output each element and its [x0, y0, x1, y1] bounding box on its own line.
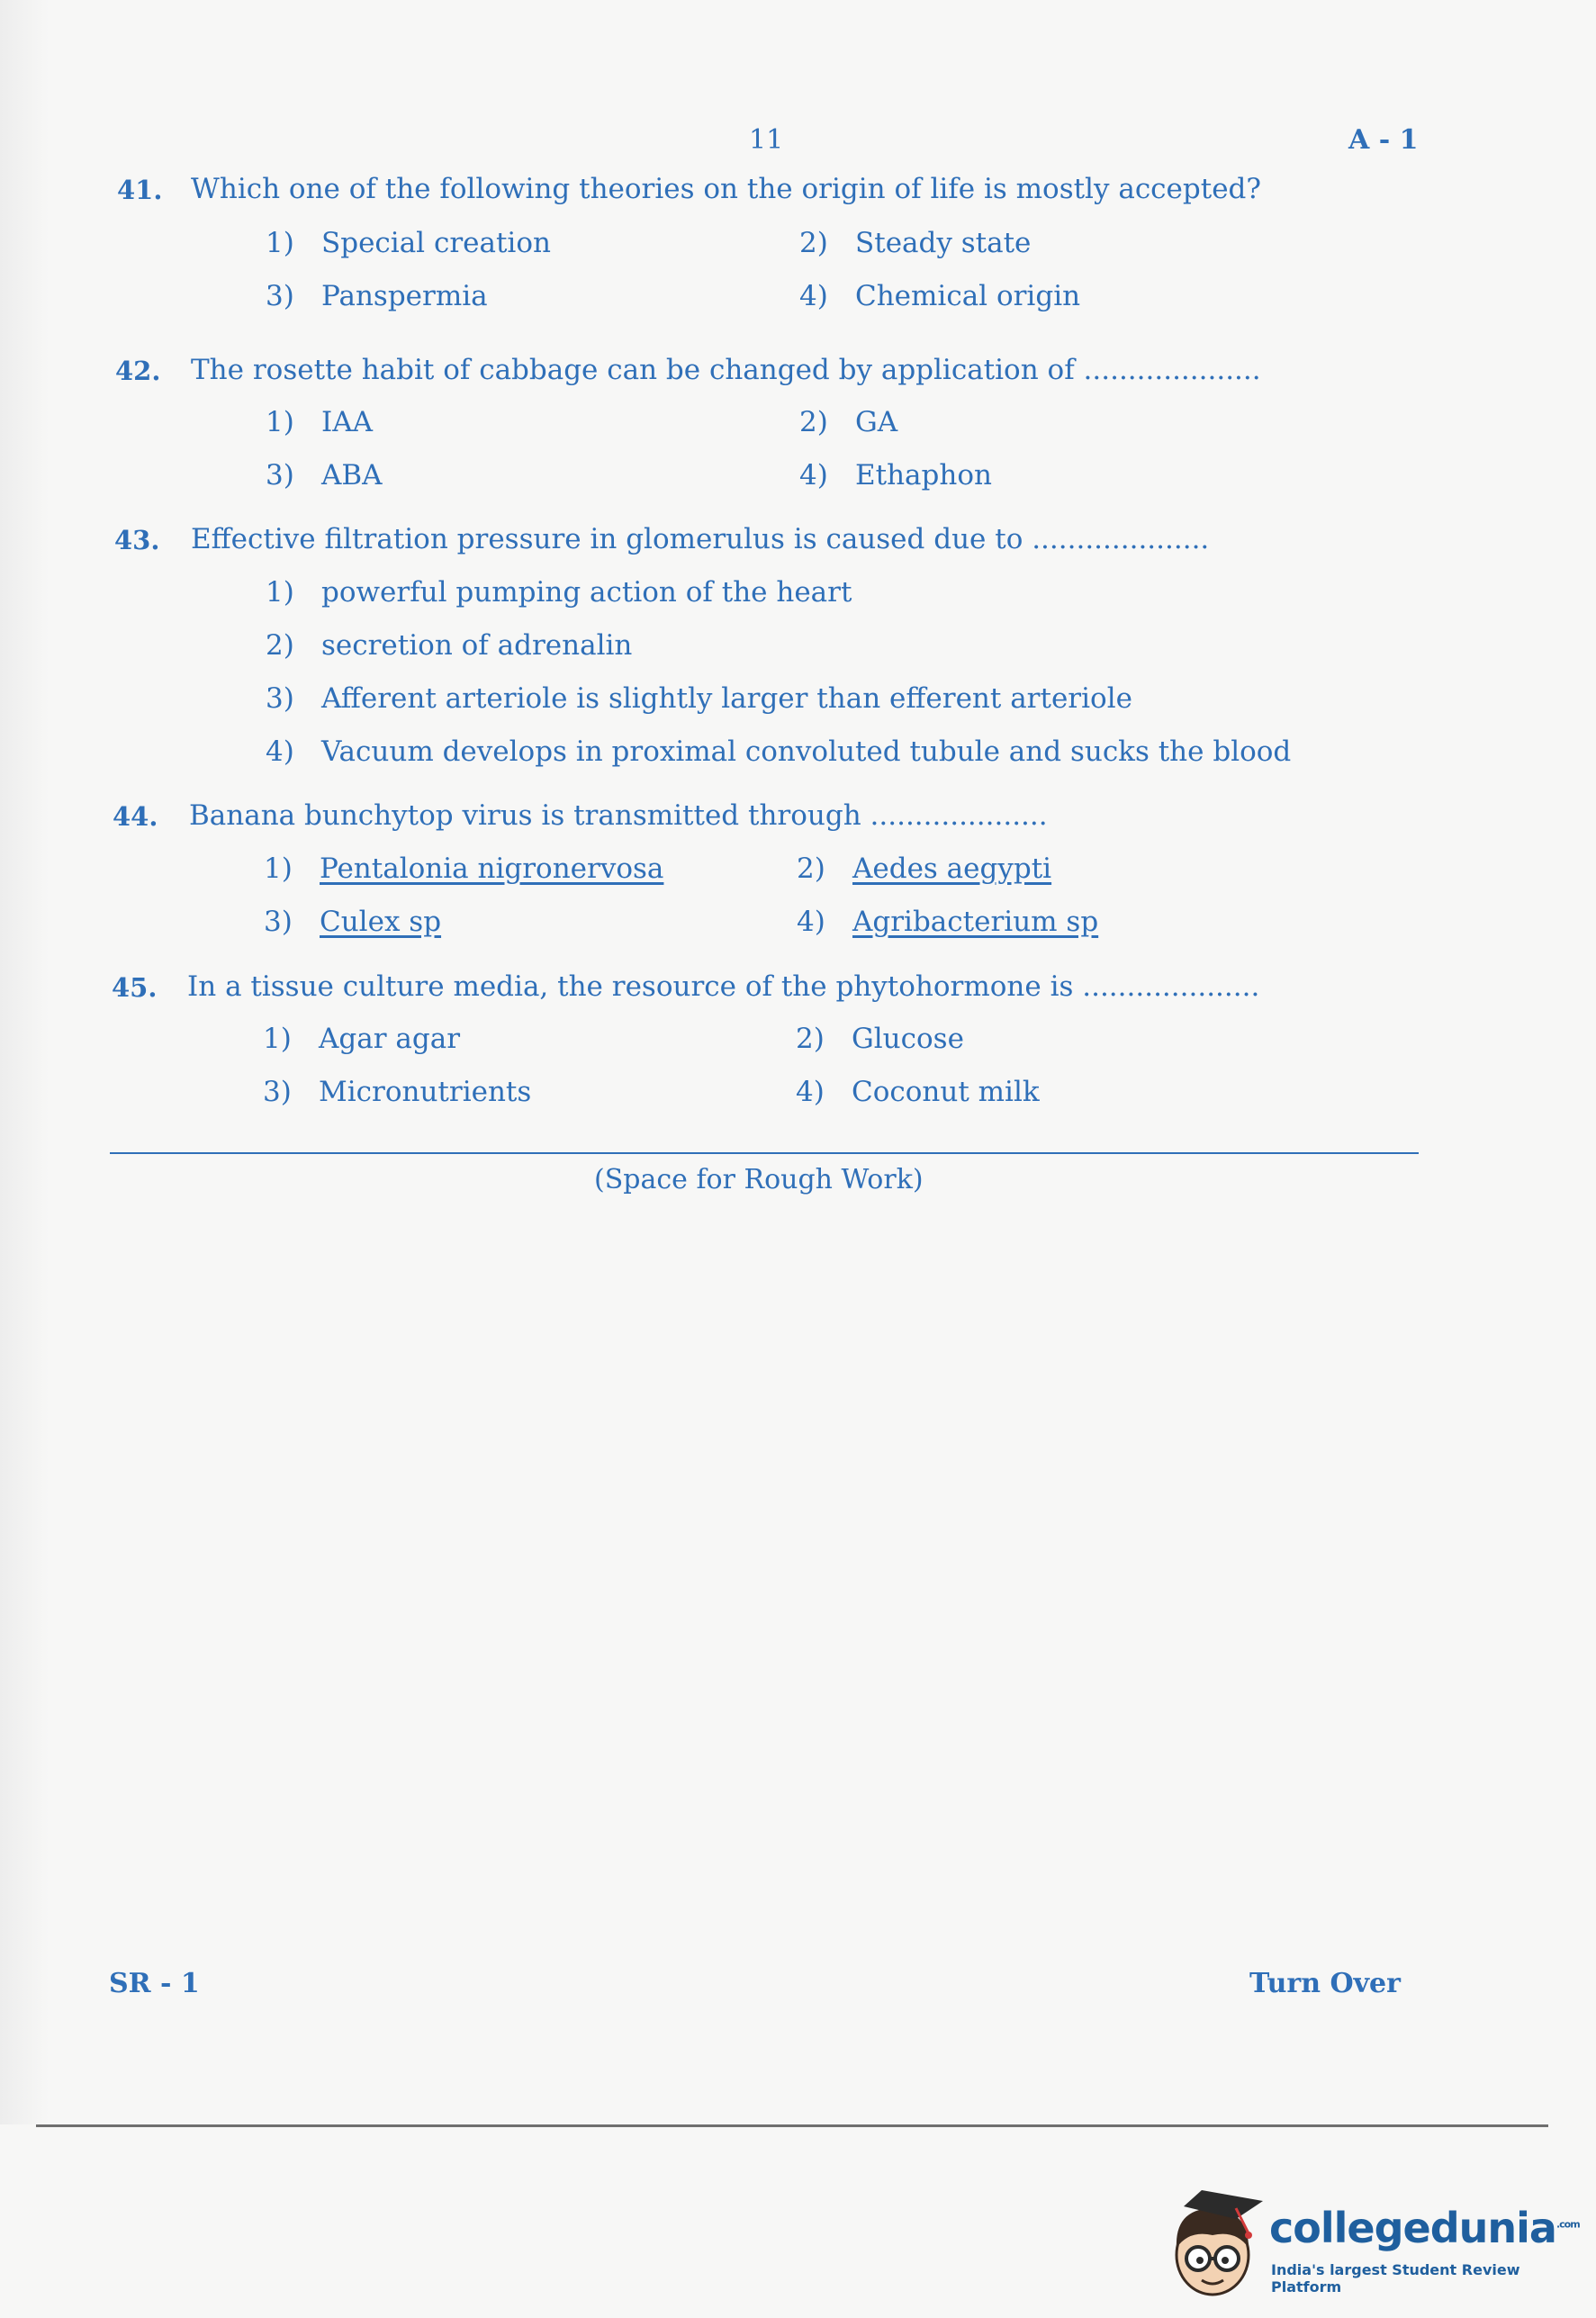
option-number: 3): [263, 1076, 292, 1108]
option-3: [264, 906, 441, 938]
divider-rule: [110, 1152, 1419, 1154]
option-text: ABA: [321, 459, 383, 492]
brand-suffix: .com: [1555, 2218, 1580, 2231]
collegedunia-watermark: [1161, 2178, 1580, 2313]
option-number: 4): [799, 459, 828, 492]
brand-tagline: India's largest Student Review Platform: [1271, 2261, 1520, 2295]
footer-turn-over: Turn Over: [1249, 1968, 1401, 1999]
option-text: Ethaphon: [855, 459, 992, 492]
page-number: 11: [749, 124, 784, 156]
option-text: Vacuum develops in proximal convoluted tubule and sucks the blood: [321, 735, 1292, 768]
option-2: [799, 227, 1031, 259]
option-2: [797, 852, 1051, 885]
question-text: Banana bunchytop virus is transmitted through ....................: [189, 799, 1048, 832]
option-text: Pentalonia nigronervosa: [320, 852, 664, 885]
option-number: 1): [263, 1023, 292, 1055]
question-number: 45.: [112, 972, 158, 1003]
brand-name: [1269, 2204, 1580, 2252]
option-4: [799, 459, 992, 492]
option-4: [266, 735, 1291, 768]
page-edge-shadow: [0, 0, 50, 2124]
option-3: [263, 1076, 531, 1108]
option-4: [796, 1076, 1040, 1108]
option-1: [266, 576, 852, 609]
mascot-logo-icon: [1166, 2183, 1265, 2309]
option-number: 3): [266, 682, 294, 715]
option-text: Coconut milk: [852, 1076, 1040, 1108]
option-number: 1): [266, 406, 294, 438]
option-text: Aedes aegypti: [852, 852, 1052, 885]
option-text: powerful pumping action of the heart: [321, 576, 852, 609]
option-2: [799, 406, 897, 438]
option-1: [266, 227, 551, 259]
paper-code: A - 1: [1348, 124, 1419, 156]
option-number: 4): [796, 1076, 825, 1108]
option-3: [266, 682, 1132, 715]
page-bottom-edge: [36, 2124, 1548, 2127]
option-text: IAA: [321, 406, 374, 438]
option-number: 2): [796, 1023, 825, 1055]
option-1: [263, 1023, 460, 1055]
question-number: 43.: [114, 525, 160, 555]
option-text: secretion of adrenalin: [321, 629, 633, 662]
option-2: [796, 1023, 964, 1055]
question-number: 41.: [117, 175, 163, 205]
option-1: [264, 852, 663, 885]
option-2: [266, 629, 632, 662]
option-number: 4): [797, 906, 825, 938]
option-text: Chemical origin: [855, 280, 1081, 312]
question-text: Effective filtration pressure in glomerulus is caused due to ....................: [191, 523, 1210, 555]
option-number: 3): [264, 906, 293, 938]
option-text: Glucose: [852, 1023, 964, 1055]
option-text: GA: [855, 406, 898, 438]
option-number: 2): [799, 406, 828, 438]
option-text: Steady state: [855, 227, 1032, 259]
question-text: In a tissue culture media, the resource of the phytohormone is ....................: [187, 970, 1260, 1003]
option-number: 3): [266, 280, 294, 312]
option-number: 2): [799, 227, 828, 259]
footer-series-code: SR - 1: [109, 1968, 200, 1999]
option-text: Culex sp: [320, 906, 442, 938]
option-text: Panspermia: [321, 280, 488, 312]
question-number: 42.: [115, 356, 161, 386]
option-text: Special creation: [321, 227, 551, 259]
option-4: [797, 906, 1098, 938]
brand-text: collegedunia: [1269, 2204, 1556, 2252]
option-3: [266, 459, 383, 492]
option-text: Agribacterium sp: [852, 906, 1099, 938]
rough-work-label: (Space for Rough Work): [594, 1164, 924, 1195]
option-number: 1): [266, 227, 294, 259]
option-3: [266, 280, 488, 312]
question-text: The rosette habit of cabbage can be changed by application of ....................: [191, 354, 1261, 386]
option-text: Afferent arteriole is slightly larger than efferent arteriole: [321, 682, 1132, 715]
option-number: 2): [797, 852, 825, 885]
question-number: 44.: [113, 801, 158, 832]
question-text: Which one of the following theories on the origin of life is mostly accepted?: [191, 173, 1262, 205]
option-number: 1): [264, 852, 293, 885]
option-number: 4): [799, 280, 828, 312]
option-number: 4): [266, 735, 294, 768]
option-1: [266, 406, 373, 438]
option-number: 1): [266, 576, 294, 609]
option-text: Micronutrients: [319, 1076, 532, 1108]
option-number: 3): [266, 459, 294, 492]
option-text: Agar agar: [319, 1023, 461, 1055]
option-4: [799, 280, 1080, 312]
option-number: 2): [266, 629, 294, 662]
